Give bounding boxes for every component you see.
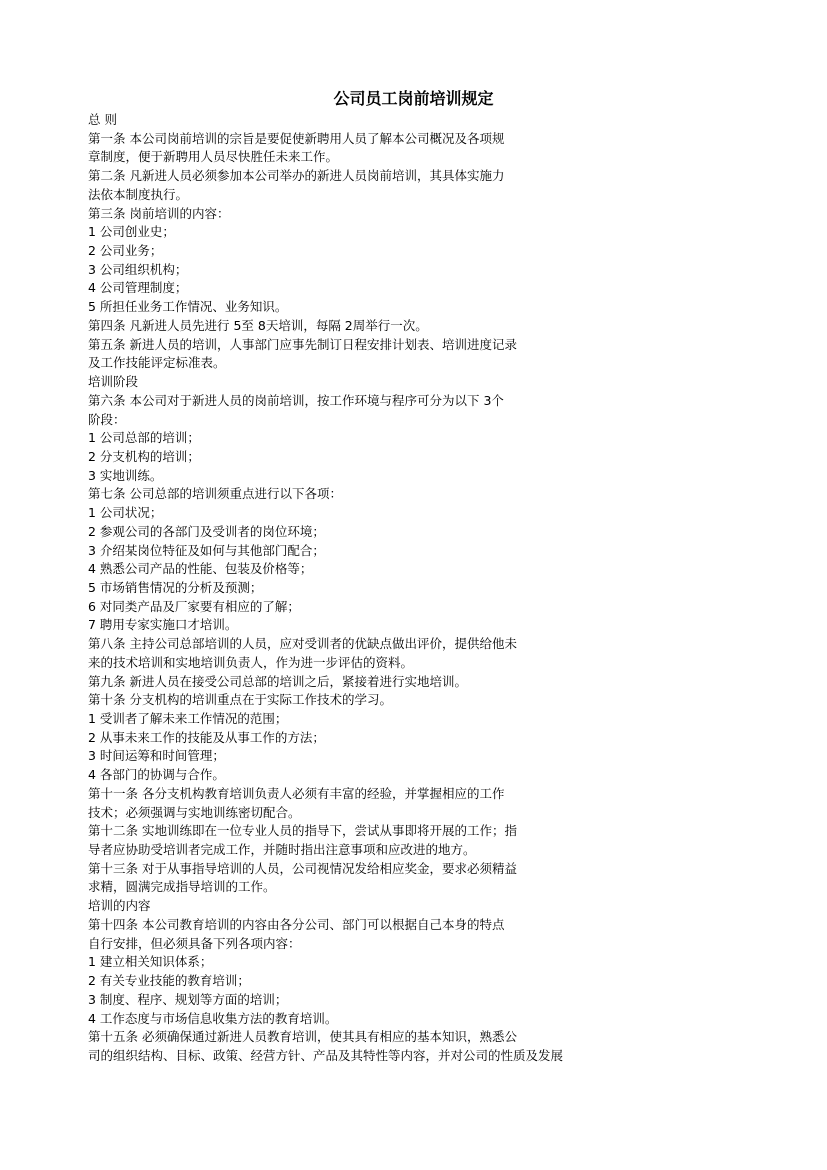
text-line: 求精，圆满完成指导培训的工作。 <box>88 879 276 895</box>
text-line: 4 工作态度与市场信息收集方法的教育培训。 <box>88 1010 338 1026</box>
text-line: 培训的内容 <box>88 898 151 914</box>
text-line: 第十四条 本公司教育培训的内容由各分公司、部门可以根据自己本身的特点 <box>88 916 505 932</box>
text-line: 3 公司组织机构； <box>88 261 188 277</box>
text-line: 第二条 凡新进人员必须参加本公司举办的新进人员岗前培训，其具体实施力 <box>88 168 505 184</box>
text-line: 第七条 公司总部的培训须重点进行以下各项： <box>88 486 342 502</box>
text-line: 3 制度、程序、规划等方面的培训； <box>88 991 288 1007</box>
text-line: 1 公司创业史； <box>88 224 175 240</box>
text-line: 第六条 本公司对于新进人员的岗前培训，按工作环境与程序可分为以下 3个 <box>88 392 504 408</box>
text-line: 4 各部门的协调与合作。 <box>88 767 225 783</box>
text-line: 第十二条 实地训练即在一位专业人员的指导下，尝试从事即将开展的工作；指 <box>88 823 517 839</box>
text-line: 第四条 凡新进人员先进行 5至 8天培训，每隔 2周举行一次。 <box>88 317 428 333</box>
text-line: 阶段： <box>88 411 126 427</box>
text-line: 培训阶段 <box>88 374 139 390</box>
text-line: 5 市场销售情况的分析及预测； <box>88 579 263 595</box>
text-line: 第一条 本公司岗前培训的宗旨是要促使新聘用人员了解本公司概况及各项规 <box>88 130 505 146</box>
text-line: 2 有关专业技能的教育培训； <box>88 973 250 989</box>
text-line: 3 时间运筹和时间管理； <box>88 748 225 764</box>
text-line: 总 则 <box>88 112 117 127</box>
text-line: 1 公司状况； <box>88 505 163 521</box>
text-line: 第十条 分支机构的培训重点在于实际工作技术的学习。 <box>88 692 392 708</box>
text-line: 第五条 新进人员的培训，人事部门应事先制订日程安排计划表、培训进度记录 <box>88 336 517 352</box>
document-body <box>88 111 648 1066</box>
text-line: 第十一条 各分支机构教育培训负责人必须有丰富的经验，并掌握相应的工作 <box>88 785 505 801</box>
text-line: 1 受训者了解未来工作情况的范围； <box>88 711 288 726</box>
text-line: 第八条 主持公司总部培训的人员，应对受训者的优缺点做出评价，提供给他未 <box>88 636 517 652</box>
text-line: 2 参观公司的各部门及受训者的岗位环境； <box>88 523 325 539</box>
text-line: 及工作技能评定标准表。 <box>88 355 226 371</box>
text-line: 章制度，便于新聘用人员尽快胜任未来工作。 <box>88 149 339 165</box>
text-line: 3 实地训练。 <box>88 467 163 483</box>
text-line: 2 分支机构的培训； <box>88 448 200 464</box>
text-line: 第九条 新进人员在接受公司总部的培训之后，紧接着进行实地培训。 <box>88 673 467 689</box>
text-line: 第三条 岗前培训的内容： <box>88 205 230 221</box>
text-line: 4 熟悉公司产品的性能、包装及价格等； <box>88 561 313 577</box>
text-line: 7 聘用专家实施口才培训。 <box>88 617 238 633</box>
text-line: 来的技术培训和实地培训负责人，作为进一步评估的资料。 <box>88 654 414 670</box>
text-line: 5 所担任业务工作情况、业务知识。 <box>88 299 288 315</box>
text-line: 技术；必须强调与实地训练密切配合。 <box>88 804 301 820</box>
text-line: 司的组织结构、目标、政策、经营方针、产品及其特性等内容，并对公司的性质及发展 <box>88 1047 564 1063</box>
text-line: 4 公司管理制度； <box>88 280 188 296</box>
text-line: 1 公司总部的培训； <box>88 430 200 446</box>
text-line: 2 公司业务； <box>88 243 163 259</box>
text-line: 自行安排，但必须具备下列各项内容： <box>88 935 301 951</box>
text-line: 3 介绍某岗位特征及如何与其他部门配合； <box>88 542 325 558</box>
text-line: 法依本制度执行。 <box>88 186 189 202</box>
document-title: 公司员工岗前培训规定 <box>333 89 494 108</box>
text-line: 第十三条 对于从事指导培训的人员，公司视情况发给相应奖金，要求必须精益 <box>88 860 517 876</box>
text-line: 2 从事未来工作的技能及从事工作的方法； <box>88 729 325 745</box>
text-line: 第十五条 必须确保通过新进人员教育培训，使其具有相应的基本知识，熟悉公 <box>88 1029 517 1045</box>
text-line: 1 建立相关知识体系； <box>88 954 213 970</box>
text-line: 导者应协助受培训者完成工作，并随时指出注意事项和应改进的地方。 <box>88 842 476 858</box>
text-line: 6 对同类产品及厂家要有相应的了解； <box>88 598 300 614</box>
